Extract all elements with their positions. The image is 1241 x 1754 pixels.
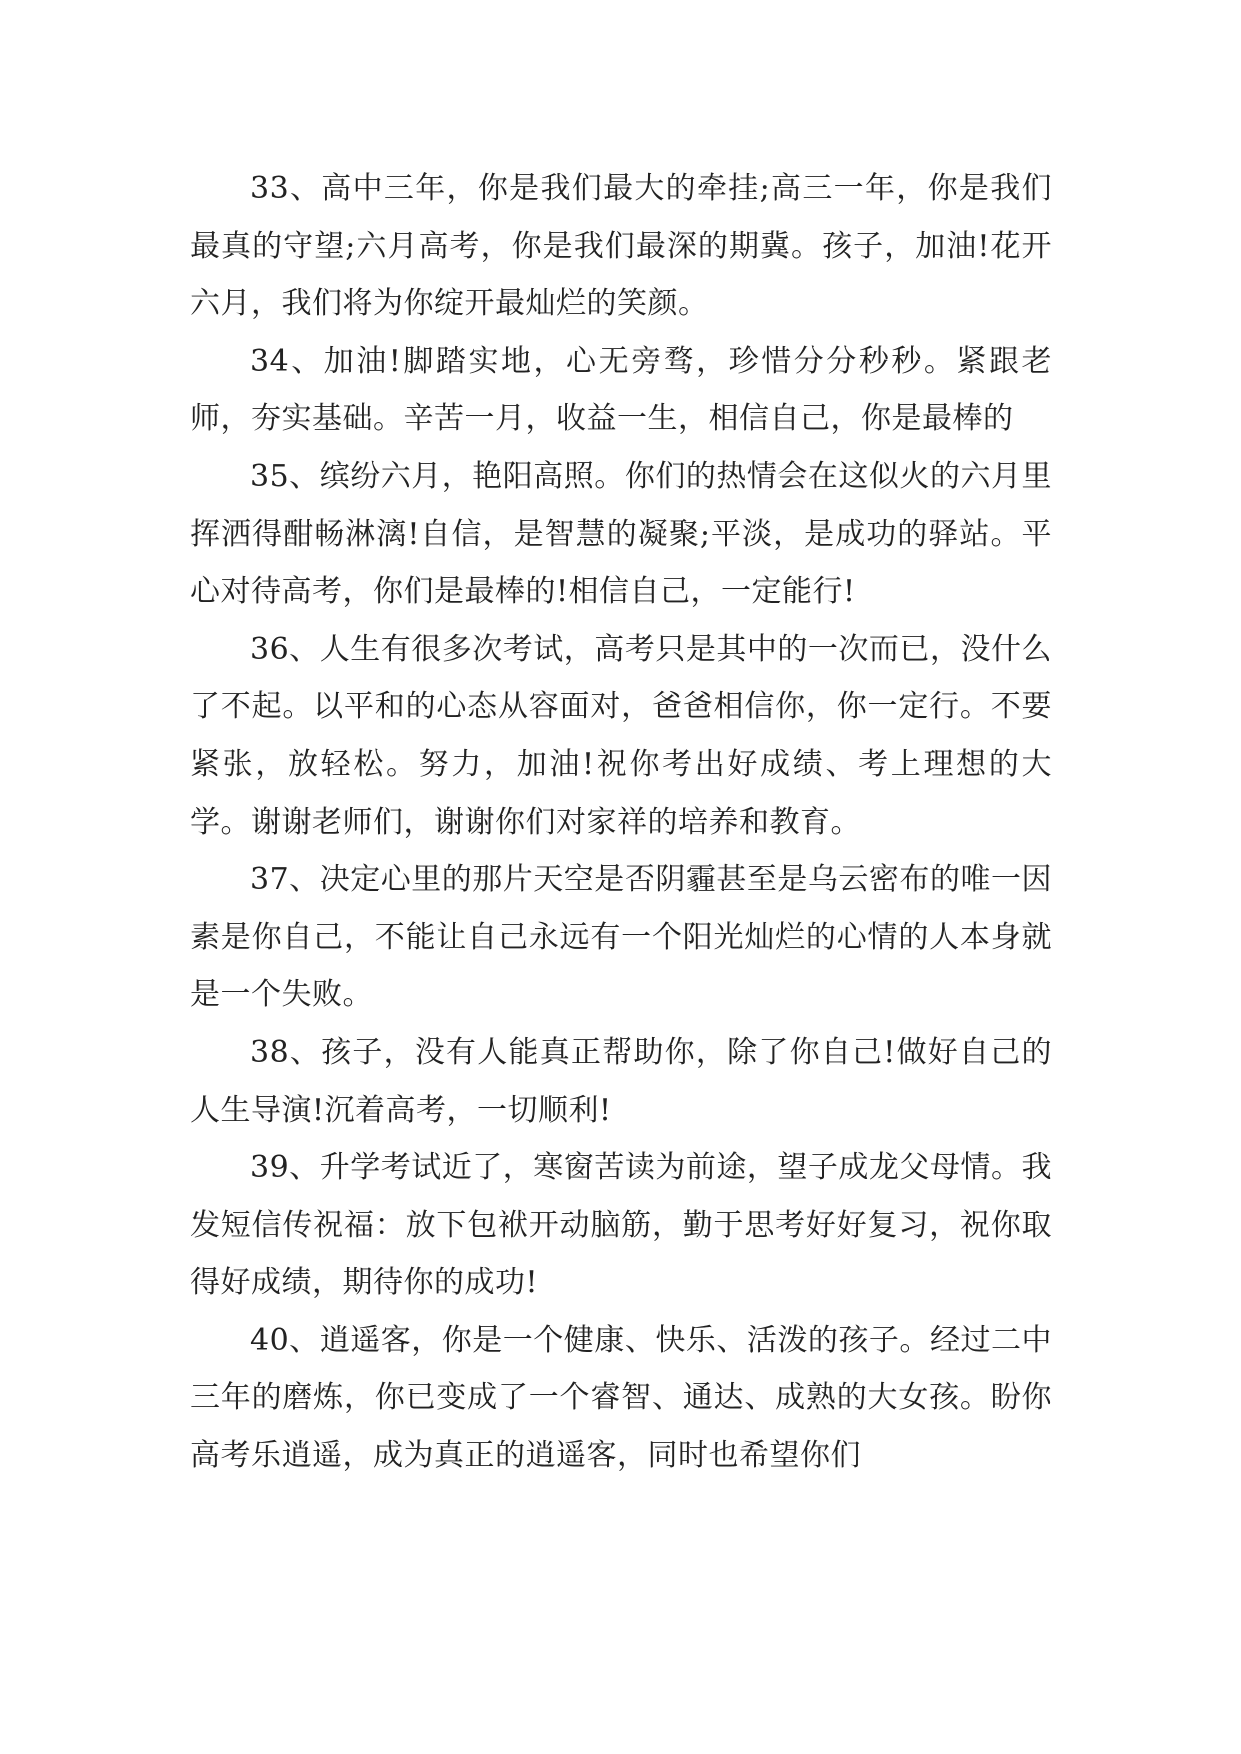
paragraph-37: 37、决定心里的那片天空是否阴霾甚至是乌云密布的唯一因素是你自己，不能让自己永远有一个阳光灿烂的心情的人本身就是一个失败。 <box>190 862 1052 1013</box>
document-body <box>190 160 1052 1485</box>
paragraph-34: 34、加油!脚踏实地，心无旁骛，珍惜分分秒秒。紧跟老师，夯实基础。辛苦一月，收益一生，相信自己，你是最棒的 <box>190 343 1052 437</box>
paragraph-35: 35、缤纷六月，艳阳高照。你们的热情会在这似火的六月里挥洒得酣畅淋漓!自信，是智慧的凝聚;平淡，是成功的驿站。平心对待高考，你们是最棒的!相信自己，一定能行! <box>190 458 1052 610</box>
paragraph-39: 39、升学考试近了，寒窗苦读为前途，望子成龙父母情。我发短信传祝福：放下包袱开动脑筋，勤于思考好好复习，祝你取得好成绩，期待你的成功! <box>190 1150 1052 1301</box>
paragraph-38: 38、孩子，没有人能真正帮助你，除了你自己!做好自己的人生导演!沉着高考，一切顺利! <box>190 1034 1052 1128</box>
paragraph-40: 40、逍遥客，你是一个健康、快乐、活泼的孩子。经过二中三年的磨炼，你已变成了一个睿智、通达、成熟的大女孩。盼你高考乐逍遥，成为真正的逍遥客，同时也希望你们 <box>190 1322 1052 1474</box>
paragraph-33: 33、高中三年，你是我们最大的牵挂;高三一年，你是我们最真的守望;六月高考，你是我们最深的期冀。孩子，加油!花开六月，我们将为你绽开最灿烂的笑颜。 <box>190 171 1052 322</box>
paragraph-36: 36、人生有很多次考试，高考只是其中的一次而已，没什么了不起。以平和的心态从容面对，爸爸相信你，你一定行。不要紧张，放轻松。努力，加油!祝你考出好成绩、考上理想的大学。谢谢老师们，谢谢你们对家祥的培养和教育。 <box>190 631 1052 840</box>
